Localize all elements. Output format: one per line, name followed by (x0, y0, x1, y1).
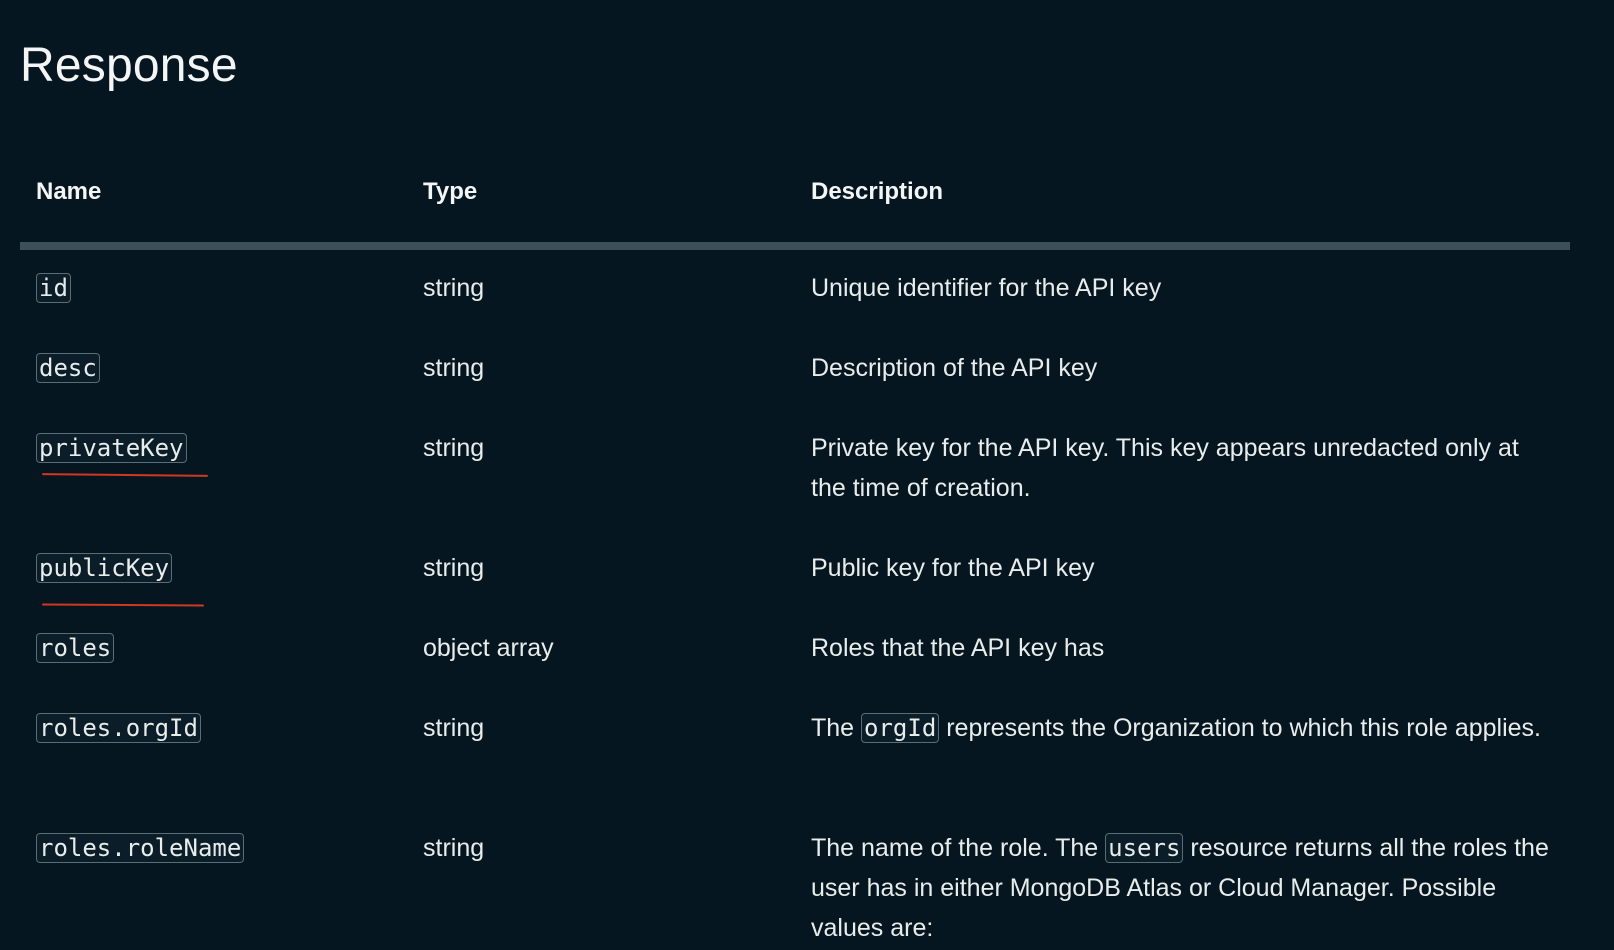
field-name-roles: roles (36, 633, 114, 663)
annotation-underline (42, 603, 204, 606)
field-type: string (423, 354, 485, 382)
header-name: Name (36, 178, 102, 205)
field-type: string (423, 834, 485, 862)
header-type: Type (423, 178, 478, 205)
field-description: The orgId represents the Organization to which this role applies. (811, 714, 1541, 742)
table-row (20, 250, 1570, 330)
field-name-roles-rolename: roles.roleName (36, 833, 244, 863)
field-name-desc: desc (36, 353, 100, 383)
field-name-id: id (36, 273, 71, 303)
table-row (20, 530, 1570, 610)
field-type: string (423, 434, 485, 462)
field-description: Public key for the API key (811, 554, 1095, 582)
table-row (20, 330, 1570, 410)
table-header (20, 168, 1570, 250)
header-description: Description (811, 178, 944, 205)
field-type: object array (423, 634, 554, 662)
field-type: string (423, 274, 485, 302)
table-row (20, 810, 1570, 950)
field-description: Private key for the API key. This key appears unredacted only at the time of creation. (811, 434, 1519, 502)
field-description: Unique identifier for the API key (811, 274, 1162, 302)
field-type: string (423, 714, 485, 742)
inline-code-orgid: orgId (861, 713, 939, 743)
table-row (20, 690, 1570, 810)
field-description: The name of the role. The users resource returns all the roles the user has in either MongoDB Atlas or Cloud Manager. Possible values are: (811, 834, 1549, 942)
field-name-roles-orgid: roles.orgId (36, 713, 201, 743)
field-name-publickey: publicKey (36, 553, 172, 583)
table-row (20, 610, 1570, 690)
inline-code-users: users (1105, 833, 1183, 863)
table-row (20, 410, 1570, 530)
field-description: Description of the API key (811, 354, 1098, 382)
page-title: Response (20, 39, 238, 92)
field-name-privatekey: privateKey (36, 433, 187, 463)
field-type: string (423, 554, 485, 582)
response-table (20, 168, 1570, 950)
field-description: Roles that the API key has (811, 634, 1105, 662)
annotation-underline (42, 473, 208, 477)
